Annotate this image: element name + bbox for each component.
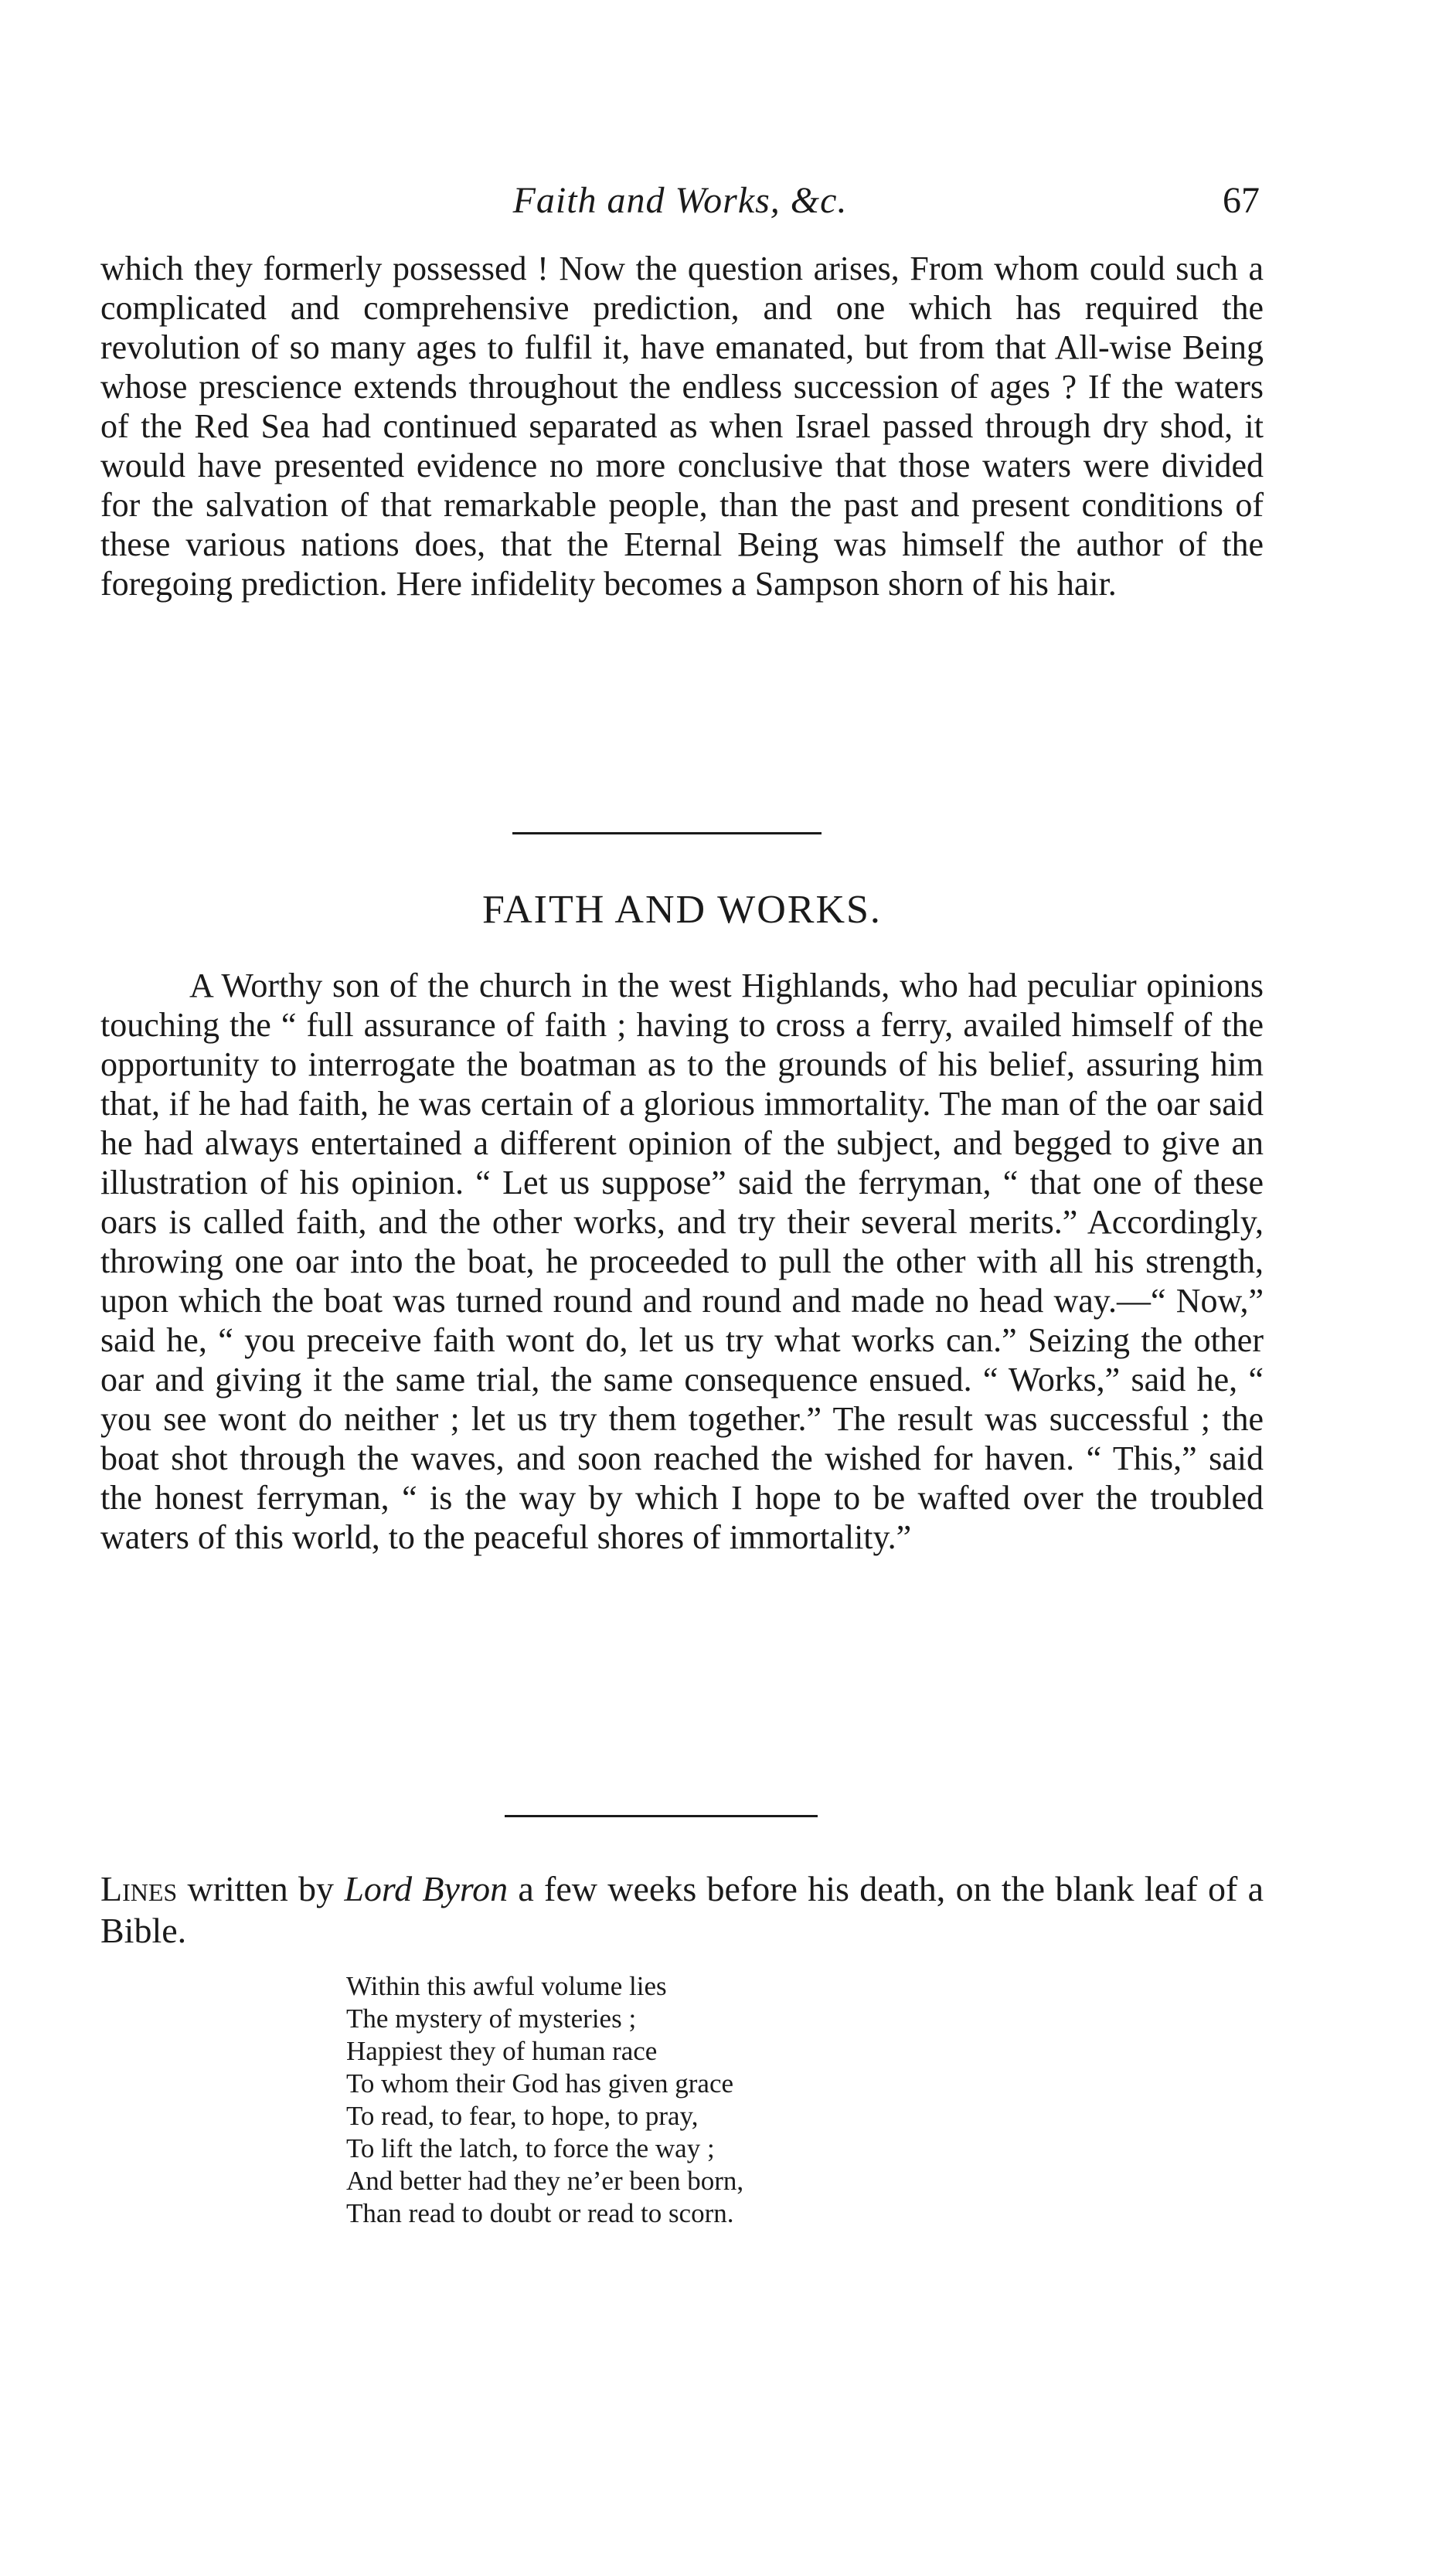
- lines-caps-word: Lines: [100, 1869, 178, 1908]
- byron-poem: [346, 1970, 1042, 2230]
- section-divider: [512, 832, 822, 834]
- poem-line: And better had they ne’er been born,: [346, 2166, 744, 2196]
- faith-and-works-story: [100, 966, 1264, 1557]
- poem-line: To whom their God has given grace: [346, 2068, 734, 2099]
- lines-introduction: [100, 1868, 1264, 1952]
- poem-line: To read, to fear, to hope, to pray,: [346, 2101, 699, 2131]
- story-paragraph: A Worthy son of the church in the west Highlands, who had peculiar opinions touching the “ full assurance of faith ; having to cross a ferry, availed himself of the opportunity to interrogate the boatman as to the grounds of his belief, assuring him that, if he had faith, he was certain of a glorious immortality. The man of the oar said he had always entertained a different opinion of the subject, and begged to give an illustration of his opinion. “ Let us suppose” said the ferryman, “ that one of these oars is called faith, and the other works, and try their several merits.” Accordingly, throwing one oar into the boat, he proceeded to pull the other with all his strength, upon which the boat was turned round and round and made no head way.—“ Now,” said he, “ you preceive faith wont do, let us try what works can.” Seizing the other oar and giving it the same trial, the same consequence ensued. “ Works,” said he, “ you see wont do neither ; let us try them together.” The result was successful ; the boat shot through the waves, and soon reached the wished for haven. “ This,” said the honest ferryman, “ is the way by which I hope to be wafted over the troubled waters of this world, to the peaceful shores of immortality.”: [100, 967, 1264, 1556]
- continued-paragraph: [100, 249, 1264, 603]
- lines-intro-before-author: written by: [177, 1869, 345, 1908]
- section-title: FAITH AND WORKS.: [482, 888, 882, 932]
- poem-line: Within this awful volume lies: [346, 1971, 667, 2001]
- page-number: 67: [1223, 180, 1260, 221]
- poem-line: Than read to doubt or read to scorn.: [346, 2198, 734, 2228]
- section-divider-2: [505, 1815, 818, 1817]
- poem-line: To lift the latch, to force the way ;: [346, 2133, 715, 2163]
- lines-author: Lord Byron: [344, 1869, 509, 1908]
- running-title: Faith and Works, &c.: [512, 180, 848, 221]
- lines-introduction-text: [100, 1868, 1264, 1952]
- continued-paragraph-text: which they formerly possessed ! Now the question arises, From whom could such a complicated and comprehensive prediction, and one which has required the revolution of so many ages to fulfil it, have emanated, but from that All-wise Being whose prescience extends throughout the endless succession of ages ? If the waters of the Red Sea had continued separated as when Israel passed through dry shod, it would have presented evidence no more conclusive that those waters were divided for the salvation of that remarkable people, than the past and present conditions of these various nations does, that the Eternal Being was himself the author of the foregoing prediction. Here infidelity becomes a Sampson shorn of his hair.: [100, 250, 1264, 603]
- running-head: [100, 179, 1260, 233]
- lines-intro-after-author: a few weeks before his death, on the blank leaf of a Bible.: [100, 1869, 1264, 1950]
- poem-line: The mystery of mysteries ;: [346, 2003, 637, 2034]
- poem-line: Happiest they of human race: [346, 2036, 658, 2066]
